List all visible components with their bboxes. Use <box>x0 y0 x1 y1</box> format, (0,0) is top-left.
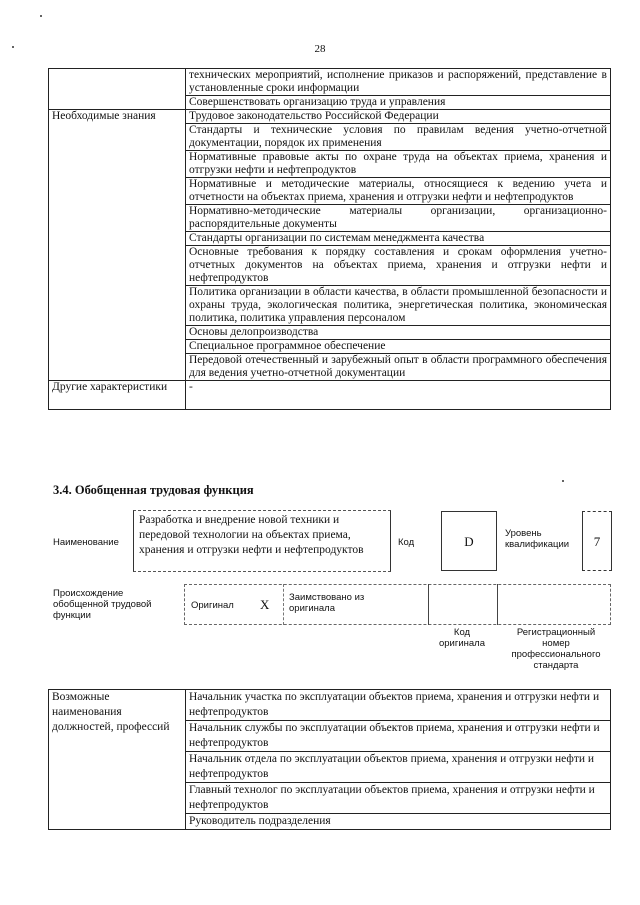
origin-divider <box>497 584 498 625</box>
row-label-knowledge: Необходимые знания <box>49 110 186 381</box>
table-cell: Трудовое законодательство Российской Федерации <box>186 110 611 124</box>
borrowed-label: Заимствовано из оригинала <box>289 592 365 614</box>
code-label: Код <box>398 537 415 548</box>
table-cell: Основные требования к порядку составления и срокам оформления учетно-отчетных документов на объектах приема, хранения и отгрузки нефти и нефтепродуктов <box>186 246 611 286</box>
name-value: Разработка и внедрение новой техники и передовой технологии на объектах приема, хранения и отгрузки нефти и нефтепродуктов <box>139 514 364 556</box>
name-value-box <box>133 510 391 572</box>
table-row <box>49 110 611 124</box>
profession-item: Начальник участка по эксплуатации объектов приема, хранения и отгрузки нефти и нефтепродуктов <box>186 690 611 721</box>
origin-divider <box>283 584 284 625</box>
table-cell: Стандарты организации по системам менеджмента качества <box>186 232 611 246</box>
level-label: Уровень квалификации <box>505 528 570 550</box>
section-heading: 3.4. Обобщенная трудовая функция <box>53 483 254 497</box>
profession-item: Главный технолог по эксплуатации объектов приема, хранения и отгрузки нефти и нефтепродуктов <box>186 783 611 814</box>
profession-item: Начальник службы по эксплуатации объектов приема, хранения и отгрузки нефти и нефтепродуктов <box>186 721 611 752</box>
code-value: D <box>464 534 474 549</box>
row-label <box>49 69 186 110</box>
profession-item: Начальник отдела по эксплуатации объектов приема, хранения и отгрузки нефти и нефтепродуктов <box>186 752 611 783</box>
code-value-box <box>441 511 497 571</box>
table-row <box>49 690 611 721</box>
table-cell: Стандарты и технические условия по правилам ведения учетно-отчетной документации, порядок их применения <box>186 124 611 151</box>
original-label: Оригинал <box>191 600 234 611</box>
table-row <box>49 69 611 96</box>
table-row <box>49 381 611 410</box>
level-value: 7 <box>593 534 601 549</box>
table-cell: Нормативные правовые акты по охране труда на объектах приема, хранения и отгрузки нефти и нефтепродуктов <box>186 151 611 178</box>
table-cell: технических мероприятий, исполнение приказов и распоряжений, представление в установленные сроки информации <box>186 69 611 96</box>
professions-label: Возможные наименования должностей, профессий <box>49 690 186 830</box>
professions-table <box>48 689 611 830</box>
origin-label: Происхождение обобщенной трудовой функции <box>53 588 152 621</box>
table-cell: Политика организации в области качества, в области промышленной безопасности и охраны труда, экологическая политика, энергетическая политика, экономическая политика, политика управления персоналом <box>186 286 611 326</box>
code-original-label: Код оригинала <box>438 627 485 649</box>
table-cell: Специальное программное обеспечение <box>186 340 611 354</box>
reg-number-label: Регистрационный номер профессионального стандарта <box>511 627 601 671</box>
origin-box <box>184 584 611 625</box>
table-cell: Нормативные и методические материалы, относящиеся к ведению учета и отчетности на объектах приема, хранения и отгрузки нефти и нефтепродуктов <box>186 178 611 205</box>
knowledge-table <box>48 68 611 410</box>
table-cell: Основы делопроизводства <box>186 326 611 340</box>
row-label-other: Другие характеристики <box>49 381 186 410</box>
page-number: 28 <box>314 43 326 55</box>
table-cell: Совершенствовать организацию труда и управления <box>186 96 611 110</box>
scan-speck <box>562 480 564 482</box>
table-cell: Передовой отечественный и зарубежный опыт в области программного обеспечения для ведения учетно-отчетной документации <box>186 354 611 381</box>
level-value-box <box>582 511 612 571</box>
profession-item: Руководитель подразделения <box>186 814 611 830</box>
original-mark: X <box>260 597 270 612</box>
table-cell: Нормативно-методические материалы организации, организационно-распорядительные документы <box>186 205 611 232</box>
name-label: Наименование <box>53 537 119 548</box>
origin-divider <box>428 584 429 625</box>
table-cell: - <box>186 381 611 410</box>
scan-speck <box>40 15 42 17</box>
